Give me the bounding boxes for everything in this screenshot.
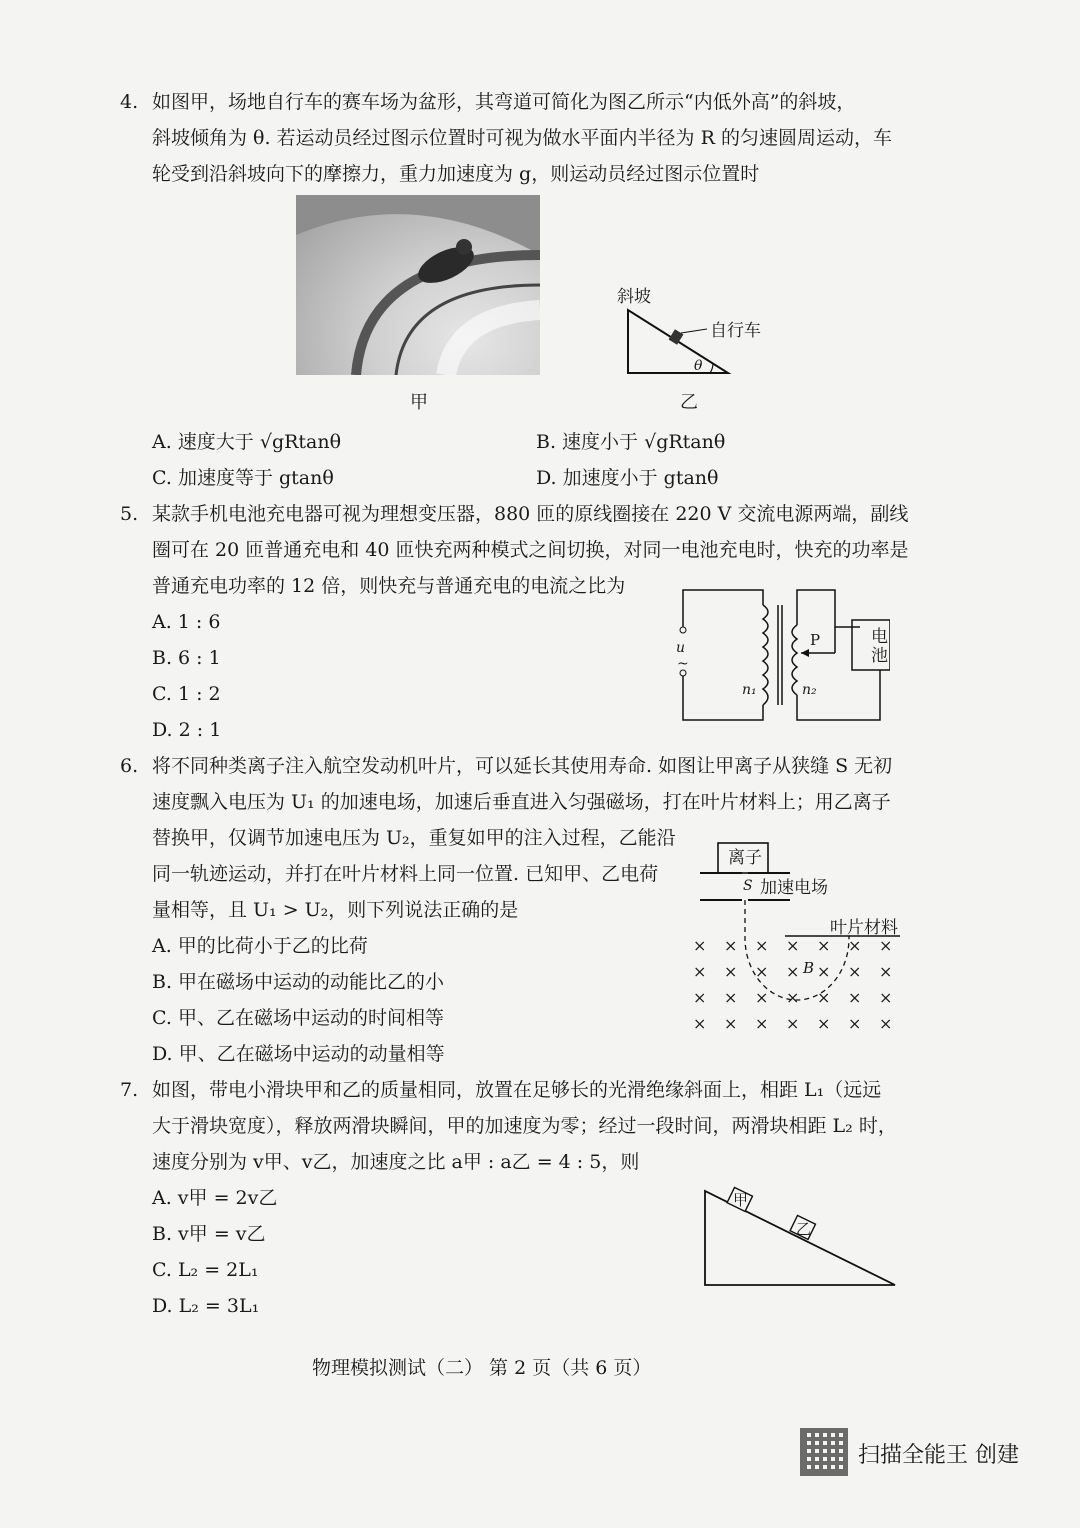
label-block-jia: 甲 xyxy=(733,1191,749,1209)
q4-option-a: A. 速度大于 √gRtanθ xyxy=(152,431,342,453)
q6-line-5: 量相等，且 U₁ > U₂，则下列说法正确的是 xyxy=(152,899,519,921)
q4-caption-yi: 乙 xyxy=(680,392,698,413)
q6-line-3: 替换甲，仅调节加速电压为 U₂，重复如甲的注入过程，乙能沿 xyxy=(152,827,676,849)
label-blade-material: 叶片材料 xyxy=(830,918,898,938)
label-n1: n₁ xyxy=(742,682,757,698)
field-cross: × xyxy=(724,988,738,1007)
label-block-yi: 乙 xyxy=(796,1220,812,1238)
q5-line-1: 某款手机电池充电器可视为理想变压器，880 匝的原线圈接在 220 V 交流电源两端，副线 xyxy=(152,503,909,525)
page-footer: 物理模拟测试（二） 第 2 页（共 6 页） xyxy=(312,1357,652,1379)
label-b-field: B xyxy=(803,959,815,977)
q7-option-d: D. L₂ = 3L₁ xyxy=(152,1295,260,1317)
field-cross: × xyxy=(693,936,707,955)
label-p: P xyxy=(810,631,821,649)
field-cross: × xyxy=(786,1014,800,1033)
field-cross: × xyxy=(755,936,769,955)
q4-option-b: B. 速度小于 √gRtanθ xyxy=(536,431,726,453)
field-cross: × xyxy=(693,1014,707,1033)
q6-line-4: 同一轨迹运动，并打在叶片材料上同一位置. 已知甲、乙电荷 xyxy=(152,863,659,885)
field-cross: × xyxy=(724,1014,738,1033)
field-cross: × xyxy=(848,962,862,981)
field-cross: × xyxy=(817,988,831,1007)
field-cross: × xyxy=(879,936,893,955)
q4-number: 4. xyxy=(120,91,139,113)
field-cross: × xyxy=(755,962,769,981)
field-cross: × xyxy=(817,936,831,955)
field-cross: × xyxy=(817,1014,831,1033)
label-bicycle: 自行车 xyxy=(710,321,761,341)
q6-number: 6. xyxy=(120,755,139,777)
q6-option-c: C. 甲、乙在磁场中运动的时间相等 xyxy=(152,1007,444,1029)
q5-number: 5. xyxy=(120,503,139,525)
field-cross: × xyxy=(817,962,831,981)
q7-line-3: 速度分别为 v甲、v乙，加速度之比 a甲 : a乙 = 4 : 5，则 xyxy=(152,1151,640,1173)
label-slit-s: S xyxy=(743,878,753,894)
q6-line-1: 将不同种类离子注入航空发动机叶片，可以延长其使用寿命. 如图让甲离子从狭缝 S 无初 xyxy=(152,755,893,777)
q5-option-b: B. 6 : 1 xyxy=(152,647,221,669)
field-cross: × xyxy=(755,1014,769,1033)
velodrome-photo-drawing xyxy=(296,195,540,375)
q4-line-1: 如图甲，场地自行车的赛车场为盆形，其弯道可简化为图乙所示“内低外高”的斜坡， xyxy=(152,91,856,113)
q4-caption-jia: 甲 xyxy=(410,392,428,413)
q6-line-2: 速度飘入电压为 U₁ 的加速电场，加速后垂直进入匀强磁场，打在叶片材料上；用乙离子 xyxy=(152,791,891,813)
field-cross: × xyxy=(848,936,862,955)
qr-code-icon xyxy=(800,1428,848,1476)
field-cross: × xyxy=(755,988,769,1007)
q5-line-3: 普通充电功率的 12 倍，则快充与普通充电的电流之比为 xyxy=(152,575,626,597)
field-cross: × xyxy=(879,988,893,1007)
q7-option-c: C. L₂ = 2L₁ xyxy=(152,1259,259,1281)
field-cross: × xyxy=(693,988,707,1007)
q7-option-b: B. v甲 = v乙 xyxy=(152,1223,266,1245)
q4-line-2: 斜坡倾角为 θ. 若运动员经过图示位置时可视为做水平面内半径为 R 的匀速圆周运动，车 xyxy=(152,127,892,149)
label-theta: θ xyxy=(694,358,703,374)
watermark-text: 扫描全能王 创建 xyxy=(858,1443,1019,1468)
q6-option-d: D. 甲、乙在磁场中运动的动量相等 xyxy=(152,1043,445,1065)
transformer-circuit xyxy=(675,585,890,725)
field-cross: × xyxy=(693,962,707,981)
field-cross: × xyxy=(879,1014,893,1033)
velodrome-photo xyxy=(296,195,540,375)
field-cross: × xyxy=(848,988,862,1007)
label-tilde: ~ xyxy=(677,656,689,672)
q4-option-c: C. 加速度等于 gtanθ xyxy=(152,467,334,489)
scanner-watermark xyxy=(800,1428,1040,1478)
field-cross: × xyxy=(724,962,738,981)
q5-option-c: C. 1 : 2 xyxy=(152,683,221,705)
field-cross: × xyxy=(786,962,800,981)
q7-line-2: 大于滑块宽度），释放两滑块瞬间，甲的加速度为零；经过一段时间，两滑块相距 L₂ 时， xyxy=(152,1115,897,1137)
q6-option-b: B. 甲在磁场中运动的动能比乙的小 xyxy=(152,971,445,993)
q7-number: 7. xyxy=(120,1079,139,1101)
q7-option-a: A. v甲 = 2v乙 xyxy=(152,1187,278,1209)
q7-line-1: 如图，带电小滑块甲和乙的质量相同，放置在足够长的光滑绝缘斜面上，相距 L₁（远远 xyxy=(152,1079,882,1101)
label-ion: 离子 xyxy=(728,848,762,868)
field-cross: × xyxy=(879,962,893,981)
field-cross: × xyxy=(786,936,800,955)
label-accel-field: 加速电场 xyxy=(760,878,828,898)
q5-option-d: D. 2 : 1 xyxy=(152,719,222,741)
q5-line-2: 圈可在 20 匝普通充电和 40 匝快充两种模式之间切换，对同一电池充电时，快充的功率是 xyxy=(152,539,909,561)
q6-option-a: A. 甲的比荷小于乙的比荷 xyxy=(152,935,368,957)
label-slope: 斜坡 xyxy=(617,287,651,307)
label-battery-2: 池 xyxy=(871,646,888,666)
field-cross: × xyxy=(724,936,738,955)
q4-option-d: D. 加速度小于 gtanθ xyxy=(536,467,719,489)
field-cross: × xyxy=(848,1014,862,1033)
field-cross: × xyxy=(786,988,800,1007)
q4-line-3: 轮受到沿斜坡向下的摩擦力，重力加速度为 g，则运动员经过图示位置时 xyxy=(152,163,760,185)
q5-option-a: A. 1 : 6 xyxy=(152,611,221,633)
label-battery-1: 电 xyxy=(871,627,888,647)
label-n2: n₂ xyxy=(802,682,817,698)
label-u: u xyxy=(676,640,686,656)
